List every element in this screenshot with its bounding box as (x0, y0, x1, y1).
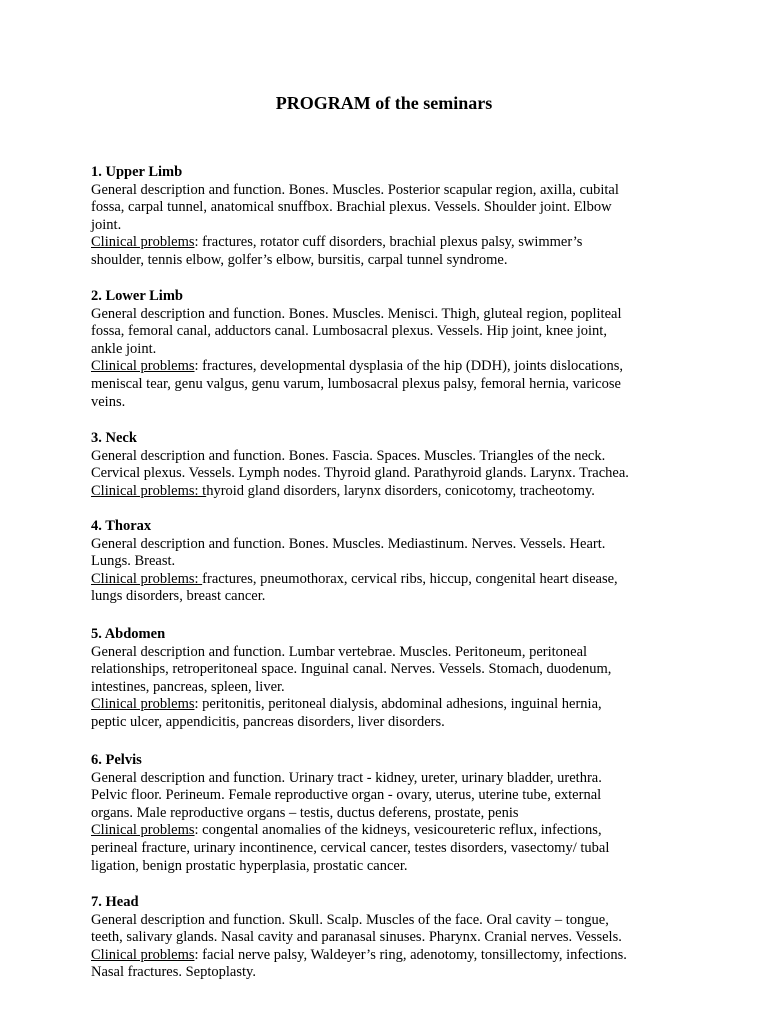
text-line (91, 217, 691, 235)
page-title: PROGRAM of the seminars (275, 93, 493, 113)
text-line (91, 323, 691, 341)
section-heading: 6. Pelvis (91, 752, 142, 768)
section-heading: 3. Neck (91, 430, 137, 446)
text-line (91, 553, 691, 571)
text-line (91, 571, 691, 589)
text-line (91, 536, 691, 554)
line-text: : peritonitis, peritoneal dialysis, abdominal adhesions, inguinal hernia, (194, 696, 602, 713)
line-text: peptic ulcer, appendicitis, pancreas disorders, liver disorders. (91, 713, 445, 730)
clinical-problems-label: Clinical problems (91, 822, 195, 839)
clinical-problems-label: Clinical problems (91, 234, 195, 251)
text-line (91, 376, 691, 394)
section (91, 430, 691, 500)
section-heading: 7. Head (91, 894, 139, 910)
line-text: Nasal fractures. Septoplasty. (91, 964, 256, 981)
clinical-problems-label: Clinical problems (91, 696, 195, 713)
section (91, 752, 691, 875)
line-text: fossa, carpal tunnel, anatomical snuffbox. Brachial plexus. Vessels. Shoulder joint. Elbow (91, 199, 612, 216)
line-text: General description and function. Bones. Fascia. Spaces. Muscles. Triangles of the neck. (91, 447, 606, 464)
line-text: Lungs. Breast. (91, 553, 176, 570)
section (91, 894, 691, 982)
text-line (91, 840, 691, 858)
line-text: : fractures, rotator cuff disorders, brachial plexus palsy, swimmer’s (194, 234, 583, 251)
text-line (91, 483, 691, 501)
line-text: fractures, pneumothorax, cervical ribs, hiccup, congenital heart disease, (202, 570, 618, 587)
line-text: ligation, benign prostatic hyperplasia, prostatic cancer. (91, 857, 408, 874)
line-text: shoulder, tennis elbow, golfer’s elbow, bursitis, carpal tunnel syndrome. (91, 251, 508, 268)
clinical-problems-label: Clinical problems (91, 946, 195, 963)
section-heading: 4. Thorax (91, 518, 152, 534)
line-text: lungs disorders, breast cancer. (91, 588, 266, 605)
line-text: hyroid gland disorders, larynx disorders, conicotomy, tracheotomy. (206, 482, 595, 499)
text-line (91, 770, 691, 788)
text-line (91, 644, 691, 662)
line-text: fossa, femoral canal, adductors canal. Lumbosacral plexus. Vessels. Hip joint, knee joint, (91, 323, 607, 340)
line-text: joint. (91, 216, 122, 233)
line-text: : facial nerve palsy, Waldeyer’s ring, adenotomy, tonsillectomy, infections. (194, 946, 627, 963)
text-line (91, 947, 691, 965)
clinical-problems-label: Clinical problems: t (91, 482, 207, 499)
text-line (91, 588, 691, 606)
section (91, 288, 691, 411)
line-text: General description and function. Bones. Muscles. Posterior scapular region, axilla, cubital (91, 181, 619, 198)
line-text: intestines, pancreas, spleen, liver. (91, 678, 285, 695)
text-line (91, 661, 691, 679)
line-text: veins. (91, 393, 126, 410)
text-line (91, 822, 691, 840)
clinical-problems-label: Clinical problems (91, 358, 195, 375)
line-text: : congental anomalies of the kidneys, vesicoureteric reflux, infections, (194, 822, 602, 839)
section (91, 518, 691, 606)
line-text: ankle joint. (91, 340, 157, 357)
section-heading: 1. Upper Limb (91, 164, 183, 180)
text-line (91, 714, 691, 732)
text-line (91, 858, 691, 876)
text-line (91, 252, 691, 270)
text-line (91, 341, 691, 359)
text-line (91, 679, 691, 697)
line-text: : fractures, developmental dysplasia of the hip (DDH), joints dislocations, (194, 358, 623, 375)
section-heading: 5. Abdomen (91, 626, 166, 642)
text-line (91, 448, 691, 466)
line-text: General description and function. Urinary tract - kidney, ureter, urinary bladder, urethra. (91, 769, 602, 786)
text-line (91, 964, 691, 982)
line-text: Cervical plexus. Vessels. Lymph nodes. Thyroid gland. Parathyroid glands. Larynx. Trachea. (91, 465, 629, 482)
text-line (91, 394, 691, 412)
line-text: General description and function. Skull. Scalp. Muscles of the face. Oral cavity – tongue, (91, 911, 609, 928)
section (91, 164, 691, 270)
text-line (91, 234, 691, 252)
clinical-problems-label: Clinical problems: (91, 570, 203, 587)
line-text: meniscal tear, genu valgus, genu varum, lumbosacral plexus palsy, femoral hernia, varicose (91, 375, 621, 392)
text-line (91, 805, 691, 823)
line-text: General description and function. Lumbar vertebrae. Muscles. Peritoneum, peritoneal (91, 643, 588, 660)
text-line (91, 199, 691, 217)
text-line (91, 929, 691, 947)
section (91, 626, 691, 732)
line-text: perineal fracture, urinary incontinence, cervical cancer, testes disorders, vasectomy/ tubal (91, 839, 610, 856)
text-line (91, 912, 691, 930)
text-line (91, 787, 691, 805)
line-text: Pelvic floor. Perineum. Female reproductive organ - ovary, uterus, uterine tube, external (91, 787, 602, 804)
text-line (91, 358, 691, 376)
line-text: General description and function. Bones. Muscles. Menisci. Thigh, gluteal region, popliteal (91, 305, 622, 322)
section-heading: 2. Lower Limb (91, 288, 183, 304)
text-line (91, 306, 691, 324)
text-line (91, 696, 691, 714)
line-text: General description and function. Bones. Muscles. Mediastinum. Nerves. Vessels. Heart. (91, 535, 606, 552)
text-line (91, 465, 691, 483)
line-text: organs. Male reproductive organs – testis, ductus deferens, prostate, penis (91, 804, 519, 821)
line-text: relationships, retroperitoneal space. Inguinal canal. Nerves. Vessels. Stomach, duodenum, (91, 661, 612, 678)
line-text: teeth, salivary glands. Nasal cavity and paranasal sinuses. Pharynx. Cranial nerves. Vessels. (91, 929, 622, 946)
text-line (91, 182, 691, 200)
